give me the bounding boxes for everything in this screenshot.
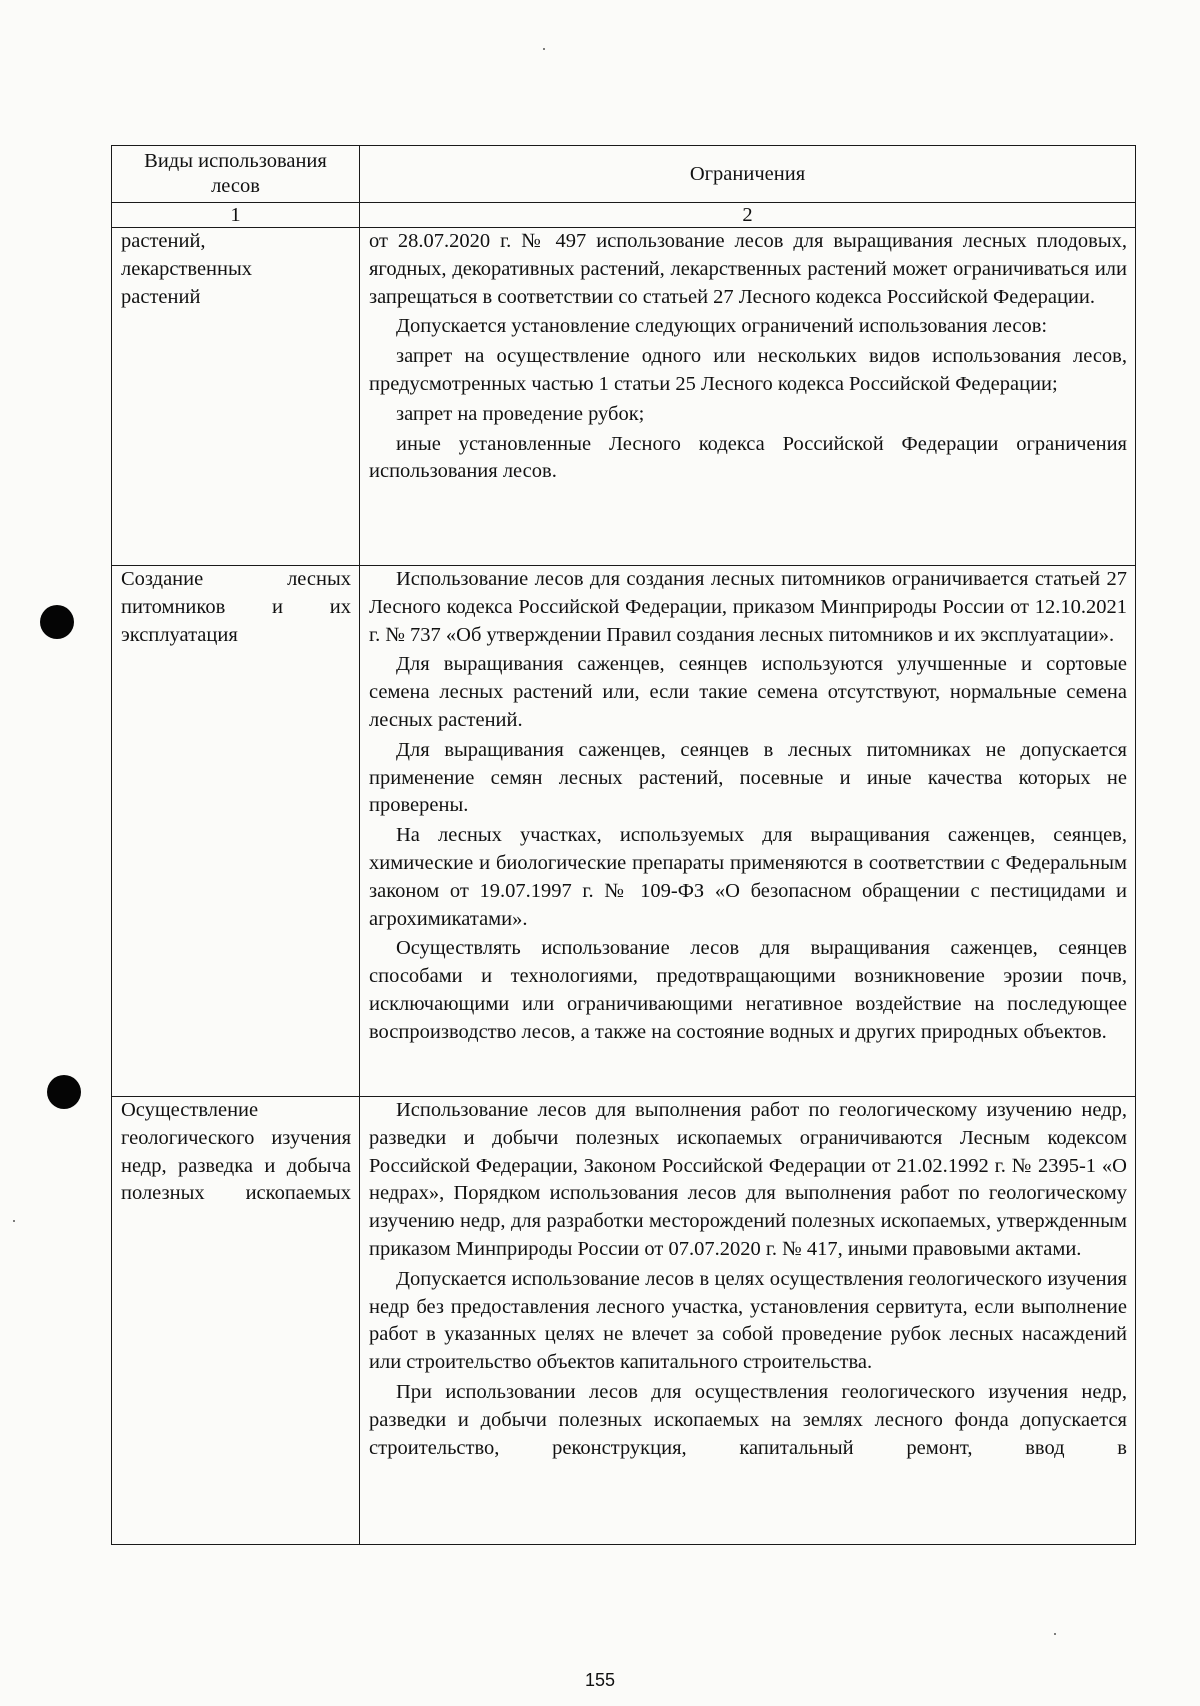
forest-use-type-cell [112, 1097, 360, 1545]
forest-use-type-cell [112, 566, 360, 1097]
restriction-paragraph: Использование лесов для создания лесных питомников ограничивается статьей 27 Лесного кодекса Российской Федерации, приказом Минприроды России от 12.10.2021 г. № 737 «Об утверждении Правил создания лесных питомников и их эксплуатации». [369, 568, 1127, 646]
restrictions-table [111, 145, 1136, 1545]
header-restrictions: Ограничения [360, 146, 1136, 203]
restriction-paragraph: запрет на осуществление одного или нескольких видов использования лесов, предусмотренных частью 1 статьи 25 Лесного кодекса Российской Федерации; [369, 345, 1127, 395]
restrictions-cell [360, 1097, 1136, 1545]
restriction-paragraph: На лесных участках, используемых для выращивания саженцев, сеянцев, химические и биологические препараты применяются в соответствии с Федеральным законом от 19.07.1997 г. № 109-ФЗ «О безопасном обращении с пестицидами и агрохимикатами». [369, 824, 1127, 930]
restriction-paragraph: Для выращивания саженцев, сеянцев используются улучшенные и сортовые семена лесных растений или, если такие семена отсутствуют, нормальные семена лесных растений. [369, 653, 1127, 731]
restriction-paragraph: иные установленные Лесного кодекса Российской Федерации ограничения использования лесов. [369, 432, 1127, 483]
restriction-paragraph: Использование лесов для выполнения работ по геологическому изучению недр, разведки и добычи полезных ископаемых ограничиваются Лесным кодексом Российской Федерации, Законом Российской Федерации от 21.02.1992 г. № 2395-1 «О недрах», Порядком использования лесов для выполнения работ по геологическому изучению недр, для разработки месторождений полезных ископаемых, утвержденным приказом Минприроды России от 07.07.2020 г. № 417, иными правовыми актами. [369, 1099, 1127, 1260]
scan-speck [1054, 1633, 1056, 1635]
restriction-paragraph: Осуществлять использование лесов для выращивания саженцев, сеянцев способами и технологиями, предотвращающими возникновение эрозии почв, исключающими или ограничивающими негативное воздействие на последующее воспроизводство лесов, а также на состояние водных и других природных объектов. [369, 937, 1127, 1043]
restriction-paragraph: запрет на проведение рубок; [396, 402, 645, 425]
restrictions-cell [360, 228, 1136, 566]
column-number-2: 2 [360, 203, 1136, 228]
column-number-1: 1 [112, 203, 360, 228]
scan-speck [543, 48, 545, 50]
restriction-paragraph: При использовании лесов для осуществления геологического изучения недр, разведки и добычи полезных ископаемых на землях лесного фонда допускается строительство, реконструкция, капитальный ремонт, ввод в [369, 1380, 1127, 1459]
forest-use-type-text: растений, лекарственных растений [121, 230, 253, 308]
restriction-paragraph: Допускается установление следующих ограничений использования лесов: [396, 315, 1048, 338]
forest-use-type-cell [112, 228, 360, 566]
binder-hole-mark [47, 1075, 81, 1109]
restriction-paragraph: от 28.07.2020 г. № 497 использование лесов для выращивания лесных плодовых, ягодных, декоративных растений, лекарственных растений может ограничиваться или запрещаться в соответствии со статьей 27 Лесного кодекса Российской Федерации. [369, 230, 1127, 308]
restrictions-cell [360, 566, 1136, 1097]
scan-speck [13, 1220, 15, 1222]
page-number: 155 [584, 1670, 616, 1690]
table-row [112, 228, 1136, 566]
header-forest-use-types: Виды использования лесов [112, 146, 360, 203]
restriction-paragraph: Допускается использование лесов в целях осуществления геологического изучения недр без предоставления лесного участка, установления сервитута, если выполнение работ в указанных целях не влечет за собой проведение рубок лесных насаждений или строительство объектов капитального строительства. [369, 1267, 1127, 1374]
table-row [112, 1097, 1136, 1545]
restriction-paragraph: Для выращивания саженцев, сеянцев в лесных питомниках не допускается применение семян лесных растений, посевные и иные качества которых не проверены. [369, 738, 1127, 817]
binder-hole-mark [40, 605, 74, 639]
column-number-row [112, 203, 1136, 228]
table-row [112, 566, 1136, 1097]
forest-use-type-text: Создание лесных питомников и их эксплуатация [121, 568, 351, 646]
table-header-row [112, 146, 1136, 203]
forest-use-type-text: Осуществление геологического изучения недр, разведка и добыча полезных ископаемых [121, 1099, 351, 1205]
